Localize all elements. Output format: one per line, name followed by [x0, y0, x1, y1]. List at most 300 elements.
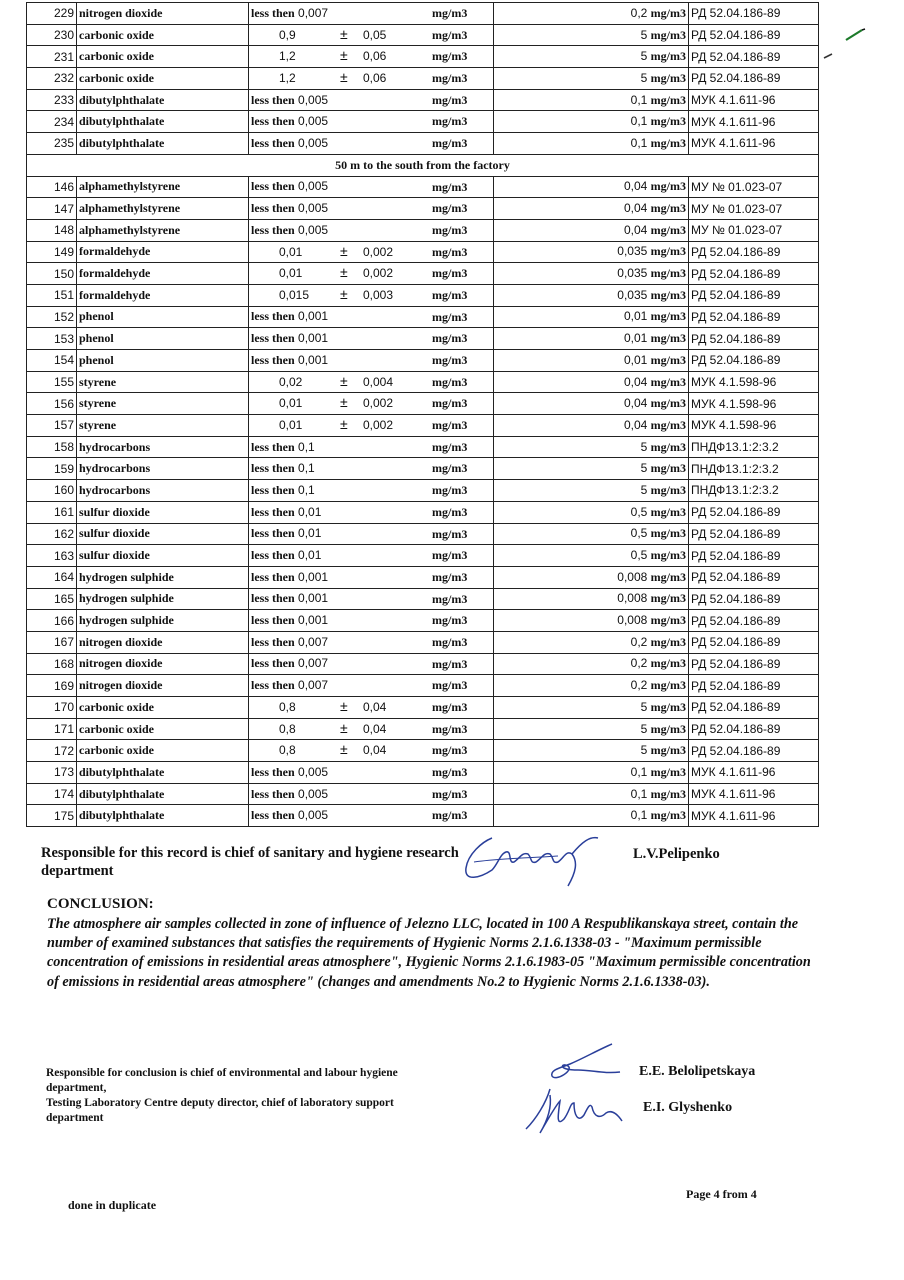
table-row — [27, 3, 819, 25]
measurement-error: 0,04 — [363, 743, 387, 758]
table-row — [27, 697, 819, 719]
measured-value-cell — [249, 697, 494, 719]
max-permissible-value: 0,1 — [630, 808, 648, 823]
max-permissible-unit: mg/m3 — [650, 656, 686, 671]
max-permissible-cell — [494, 718, 689, 740]
measured-unit: mg/m3 — [432, 222, 468, 237]
max-permissible-value: 0,1 — [630, 786, 648, 801]
measured-value-cell — [249, 328, 494, 350]
row-number: 152 — [27, 306, 77, 328]
measured-unit: mg/m3 — [432, 526, 468, 541]
max-permissible-unit: mg/m3 — [650, 114, 686, 129]
measurement-error: 0,002 — [363, 244, 394, 259]
row-number: 149 — [27, 241, 77, 263]
table-row — [27, 458, 819, 480]
measurement-error: 0,05 — [363, 27, 387, 42]
measured-unit: mg/m3 — [432, 439, 468, 454]
less-then-label: less then — [251, 201, 295, 216]
measured-value-cell — [249, 501, 494, 523]
method-document: МУК 4.1.598-96 — [689, 415, 819, 437]
substance-name: formaldehyde — [77, 241, 249, 263]
max-permissible-cell — [494, 783, 689, 805]
method-document: РД 52.04.186-89 — [689, 675, 819, 697]
table-row — [27, 284, 819, 306]
section-title: 50 m to the south from the factory — [27, 154, 819, 176]
less-then-label: less then — [251, 504, 295, 519]
table-row — [27, 176, 819, 198]
max-permissible-value: 5 — [640, 27, 648, 42]
measured-unit: mg/m3 — [432, 27, 468, 42]
row-number: 175 — [27, 805, 77, 827]
deputy-director-text: Testing Laboratory Centre deputy director, chief of laboratory support department — [46, 1097, 394, 1124]
measured-unit: mg/m3 — [432, 114, 468, 129]
row-number: 165 — [27, 588, 77, 610]
measured-unit: mg/m3 — [432, 92, 468, 107]
plus-minus-icon: ± — [340, 416, 348, 433]
measurement-error: 0,004 — [363, 374, 394, 389]
measured-value-cell — [249, 306, 494, 328]
substance-name: nitrogen dioxide — [77, 653, 249, 675]
measured-value-cell — [249, 653, 494, 675]
measured-unit: mg/m3 — [432, 136, 468, 151]
row-number: 174 — [27, 783, 77, 805]
measured-value-cell — [249, 805, 494, 827]
substance-name: styrene — [77, 393, 249, 415]
signature-belolipetskaya — [548, 1040, 628, 1084]
table-row — [27, 89, 819, 111]
row-number: 150 — [27, 263, 77, 285]
table-row — [27, 436, 819, 458]
measured-unit: mg/m3 — [432, 201, 468, 216]
max-permissible-value: 5 — [640, 482, 648, 497]
max-permissible-value: 5 — [640, 699, 648, 714]
max-permissible-cell — [494, 219, 689, 241]
max-permissible-cell — [494, 415, 689, 437]
less-then-label: less then — [251, 92, 295, 107]
max-permissible-unit: mg/m3 — [650, 591, 686, 606]
max-permissible-unit: mg/m3 — [650, 721, 686, 736]
substance-name: carbonic oxide — [77, 697, 249, 719]
substance-name: hydrogen sulphide — [77, 588, 249, 610]
table-row — [27, 46, 819, 68]
measured-unit: mg/m3 — [432, 483, 468, 498]
measured-value-cell — [249, 415, 494, 437]
less-then-label: less then — [251, 656, 295, 671]
results-table — [26, 2, 819, 827]
plus-minus-icon: ± — [340, 25, 348, 42]
section-row — [27, 154, 819, 176]
measured-value: 1,2 — [279, 71, 296, 86]
method-document: РД 52.04.186-89 — [689, 566, 819, 588]
table-row — [27, 415, 819, 437]
substance-name: alphamethylstyrene — [77, 176, 249, 198]
measured-unit: mg/m3 — [432, 309, 468, 324]
method-document: РД 52.04.186-89 — [689, 501, 819, 523]
measurement-error: 0,003 — [363, 287, 394, 302]
measured-value-cell — [249, 198, 494, 220]
row-number: 230 — [27, 24, 77, 46]
measured-unit: mg/m3 — [432, 418, 468, 433]
substance-name: carbonic oxide — [77, 740, 249, 762]
max-permissible-unit: mg/m3 — [650, 439, 686, 454]
substance-name: hydrocarbons — [77, 480, 249, 502]
measured-value-cell — [249, 675, 494, 697]
measured-value: 0,005 — [298, 808, 329, 823]
table-row — [27, 718, 819, 740]
signature-pelipenko — [462, 832, 612, 894]
row-number: 232 — [27, 68, 77, 90]
row-number: 166 — [27, 610, 77, 632]
max-permissible-cell — [494, 631, 689, 653]
measured-value: 0,01 — [298, 504, 322, 519]
max-permissible-value: 0,008 — [617, 569, 648, 584]
measured-unit: mg/m3 — [432, 179, 468, 194]
max-permissible-cell — [494, 610, 689, 632]
row-number: 159 — [27, 458, 77, 480]
measured-unit: mg/m3 — [432, 353, 468, 367]
max-permissible-unit: mg/m3 — [650, 548, 686, 563]
measured-value: 0,005 — [298, 764, 329, 779]
measured-value: 0,9 — [279, 27, 296, 42]
conclusion-text: The atmosphere air samples collected in zone of influence of Jelezno LLC, located in 100 A Respublikanskaya street, contain the number of examined substances that satisfies the requirements of Hygienic Norms 2.1.6.1338-03 - "Maximum permissible concentration of emissions in residential areas atmosphere", Hygienic Norms 2.1.6.1983-05 "Maximum permissible concentration of emissions in residential areas atmosphere" (changes and amendments No.2 to Hygienic Norms 2.1.6.1338-03). — [47, 916, 811, 990]
max-permissible-value: 0,2 — [630, 5, 648, 20]
max-permissible-value: 5 — [640, 49, 648, 64]
method-document: РД 52.04.186-89 — [689, 545, 819, 567]
record-responsible-text: Responsible for this record is chief of sanitary and hygiene research department — [41, 845, 459, 879]
measured-unit: mg/m3 — [432, 49, 468, 64]
measured-value: 0,015 — [279, 287, 310, 302]
max-permissible-cell — [494, 89, 689, 111]
row-number: 161 — [27, 501, 77, 523]
measured-value-cell — [249, 545, 494, 567]
max-permissible-value: 0,01 — [623, 309, 648, 324]
method-document: РД 52.04.186-89 — [689, 523, 819, 545]
measured-unit: mg/m3 — [432, 786, 468, 801]
plus-minus-icon: ± — [340, 47, 348, 64]
max-permissible-cell — [494, 458, 689, 480]
substance-name: nitrogen dioxide — [77, 631, 249, 653]
measured-value: 0,1 — [298, 482, 315, 497]
measured-unit: mg/m3 — [432, 634, 468, 649]
method-document: МУК 4.1.598-96 — [689, 371, 819, 393]
less-then-label: less then — [251, 613, 295, 628]
less-then-label: less then — [251, 548, 295, 563]
substance-name: hydrocarbons — [77, 436, 249, 458]
less-then-label: less then — [251, 222, 295, 237]
method-document: РД 52.04.186-89 — [689, 306, 819, 328]
measured-value-cell — [249, 24, 494, 46]
row-number: 164 — [27, 566, 77, 588]
substance-name: carbonic oxide — [77, 46, 249, 68]
conclusion-title: CONCLUSION: — [47, 896, 154, 912]
method-document: ПНДФ13.1:2:3.2 — [689, 480, 819, 502]
row-number: 147 — [27, 198, 77, 220]
measured-value: 0,001 — [298, 309, 329, 324]
row-number: 154 — [27, 350, 77, 372]
row-number: 163 — [27, 545, 77, 567]
max-permissible-cell — [494, 675, 689, 697]
less-then-label: less then — [251, 808, 295, 823]
method-document: МУК 4.1.611-96 — [689, 89, 819, 111]
max-permissible-cell — [494, 3, 689, 25]
max-permissible-unit: mg/m3 — [650, 27, 686, 42]
measured-value: 0,01 — [298, 526, 322, 541]
method-document: МУ № 01.023-07 — [689, 198, 819, 220]
less-then-label: less then — [251, 634, 295, 649]
max-permissible-unit: mg/m3 — [650, 179, 686, 194]
row-number: 170 — [27, 697, 77, 719]
substance-name: styrene — [77, 371, 249, 393]
max-permissible-value: 0,1 — [630, 92, 648, 107]
max-permissible-cell — [494, 46, 689, 68]
method-document: РД 52.04.186-89 — [689, 718, 819, 740]
max-permissible-unit: mg/m3 — [650, 569, 686, 584]
measured-unit: mg/m3 — [432, 743, 468, 758]
measured-value-cell — [249, 740, 494, 762]
substance-name: hydrogen sulphide — [77, 610, 249, 632]
row-number: 156 — [27, 393, 77, 415]
substance-name: dibutylphthalate — [77, 805, 249, 827]
table-row — [27, 610, 819, 632]
measured-value-cell — [249, 241, 494, 263]
plus-minus-icon: ± — [340, 719, 348, 736]
row-number: 171 — [27, 718, 77, 740]
plus-minus-icon: ± — [340, 285, 348, 302]
max-permissible-value: 0,2 — [630, 678, 648, 693]
max-permissible-unit: mg/m3 — [650, 786, 686, 801]
measured-value: 0,005 — [298, 222, 329, 237]
method-document: МУ № 01.023-07 — [689, 219, 819, 241]
row-number: 153 — [27, 328, 77, 350]
measured-value-cell — [249, 783, 494, 805]
max-permissible-unit: mg/m3 — [650, 678, 686, 693]
max-permissible-value: 0,035 — [617, 287, 648, 302]
substance-name: styrene — [77, 415, 249, 437]
measured-value: 0,005 — [298, 114, 329, 129]
max-permissible-unit: mg/m3 — [650, 613, 686, 628]
max-permissible-value: 0,01 — [623, 331, 648, 346]
row-number: 155 — [27, 371, 77, 393]
max-permissible-unit: mg/m3 — [650, 5, 686, 20]
max-permissible-unit: mg/m3 — [650, 309, 686, 324]
measured-value: 0,001 — [298, 331, 329, 346]
max-permissible-value: 0,035 — [617, 266, 648, 281]
measured-value-cell — [249, 219, 494, 241]
substance-name: sulfur dioxide — [77, 501, 249, 523]
measured-value: 0,005 — [298, 179, 329, 194]
table-row — [27, 588, 819, 610]
substance-name: dibutylphthalate — [77, 89, 249, 111]
pen-mark-icon — [818, 26, 868, 66]
substance-name: formaldehyde — [77, 263, 249, 285]
plus-minus-icon: ± — [340, 698, 348, 714]
max-permissible-cell — [494, 371, 689, 393]
max-permissible-cell — [494, 241, 689, 263]
max-permissible-cell — [494, 393, 689, 415]
table-row — [27, 219, 819, 241]
max-permissible-cell — [494, 501, 689, 523]
table-row — [27, 523, 819, 545]
max-permissible-cell — [494, 588, 689, 610]
max-permissible-cell — [494, 436, 689, 458]
max-permissible-value: 0,2 — [630, 634, 648, 649]
substance-name: phenol — [77, 350, 249, 372]
max-permissible-unit: mg/m3 — [650, 352, 686, 367]
max-permissible-cell — [494, 111, 689, 133]
max-permissible-value: 0,04 — [623, 222, 648, 237]
plus-minus-icon: ± — [340, 741, 348, 758]
row-number: 234 — [27, 111, 77, 133]
max-permissible-unit: mg/m3 — [650, 92, 686, 107]
max-permissible-unit: mg/m3 — [650, 764, 686, 779]
max-permissible-cell — [494, 480, 689, 502]
substance-name: sulfur dioxide — [77, 545, 249, 567]
table-row — [27, 68, 819, 90]
max-permissible-unit: mg/m3 — [650, 461, 686, 476]
max-permissible-cell — [494, 306, 689, 328]
conclusion-responsible-text: Responsible for conclusion is chief of environmental and labour hygiene department, — [46, 1067, 398, 1094]
max-permissible-cell — [494, 653, 689, 675]
measured-unit: mg/m3 — [432, 548, 468, 563]
record-responsible-name: L.V.Pelipenko — [633, 846, 720, 862]
deputy-director-name: E.I. Glyshenko — [643, 1100, 733, 1115]
measurement-error: 0,002 — [363, 418, 394, 433]
table-row — [27, 350, 819, 372]
substance-name: carbonic oxide — [77, 718, 249, 740]
measured-value-cell — [249, 133, 494, 155]
substance-name: alphamethylstyrene — [77, 198, 249, 220]
less-then-label: less then — [251, 786, 295, 801]
max-permissible-cell — [494, 176, 689, 198]
row-number: 167 — [27, 631, 77, 653]
max-permissible-value: 5 — [640, 743, 648, 758]
measured-value: 0,005 — [298, 135, 329, 150]
method-document: РД 52.04.186-89 — [689, 24, 819, 46]
table-row — [27, 805, 819, 827]
measured-value: 0,02 — [279, 374, 303, 389]
method-document: МУК 4.1.611-96 — [689, 111, 819, 133]
substance-name: dibutylphthalate — [77, 133, 249, 155]
row-number: 168 — [27, 653, 77, 675]
less-then-label: less then — [251, 461, 295, 476]
method-document: МУК 4.1.611-96 — [689, 783, 819, 805]
conclusion-responsible-block — [46, 1066, 446, 1126]
table-row — [27, 328, 819, 350]
measured-unit: mg/m3 — [432, 266, 468, 281]
row-number: 157 — [27, 415, 77, 437]
measured-value: 0,001 — [298, 352, 329, 367]
table-row — [27, 371, 819, 393]
max-permissible-value: 0,008 — [617, 591, 648, 606]
method-document: МУК 4.1.611-96 — [689, 133, 819, 155]
results-table-body — [27, 3, 819, 827]
max-permissible-value: 5 — [640, 70, 648, 85]
less-then-label: less then — [251, 482, 295, 497]
max-permissible-unit: mg/m3 — [650, 287, 686, 302]
plus-minus-icon: ± — [340, 394, 348, 411]
max-permissible-unit: mg/m3 — [650, 49, 686, 64]
less-then-label: less then — [251, 439, 295, 454]
measured-value: 0,005 — [298, 201, 329, 216]
max-permissible-cell — [494, 545, 689, 567]
max-permissible-unit: mg/m3 — [650, 482, 686, 497]
row-number: 231 — [27, 46, 77, 68]
method-document: РД 52.04.186-89 — [689, 241, 819, 263]
max-permissible-value: 0,1 — [630, 135, 648, 150]
max-permissible-value: 0,008 — [617, 613, 648, 628]
row-number: 235 — [27, 133, 77, 155]
max-permissible-value: 0,1 — [630, 114, 648, 129]
measured-value: 0,007 — [298, 656, 329, 671]
measured-value: 0,8 — [279, 700, 296, 714]
less-then-label: less then — [251, 309, 295, 324]
measured-unit: mg/m3 — [432, 678, 468, 693]
max-permissible-unit: mg/m3 — [650, 634, 686, 649]
signature-glyshenko — [522, 1085, 632, 1137]
less-then-label: less then — [251, 352, 295, 367]
table-row — [27, 545, 819, 567]
measurement-error: 0,04 — [363, 700, 387, 714]
max-permissible-value: 5 — [640, 721, 648, 736]
table-row — [27, 111, 819, 133]
measurement-error: 0,06 — [363, 71, 387, 86]
substance-name: carbonic oxide — [77, 24, 249, 46]
max-permissible-unit: mg/m3 — [650, 808, 686, 823]
max-permissible-value: 0,5 — [630, 504, 648, 519]
row-number: 169 — [27, 675, 77, 697]
less-then-label: less then — [251, 678, 295, 693]
measured-value-cell — [249, 371, 494, 393]
max-permissible-cell — [494, 133, 689, 155]
duplicate-note: done in duplicate — [68, 1198, 157, 1212]
measured-value: 0,001 — [298, 613, 329, 628]
max-permissible-unit: mg/m3 — [650, 374, 686, 389]
method-document: РД 52.04.186-89 — [689, 610, 819, 632]
measured-unit: mg/m3 — [432, 244, 468, 259]
max-permissible-cell — [494, 263, 689, 285]
measured-value-cell — [249, 762, 494, 784]
measured-unit: mg/m3 — [432, 504, 468, 519]
substance-name: phenol — [77, 328, 249, 350]
less-then-label: less then — [251, 135, 295, 150]
substance-name: dibutylphthalate — [77, 111, 249, 133]
table-row — [27, 480, 819, 502]
measured-unit: mg/m3 — [432, 721, 468, 736]
less-then-label: less then — [251, 5, 295, 20]
substance-name: dibutylphthalate — [77, 762, 249, 784]
measured-value-cell — [249, 480, 494, 502]
table-row — [27, 241, 819, 263]
max-permissible-unit: mg/m3 — [650, 222, 686, 237]
method-document: МУК 4.1.611-96 — [689, 762, 819, 784]
max-permissible-value: 0,1 — [630, 764, 648, 779]
method-document: МУК 4.1.611-96 — [689, 805, 819, 827]
plus-minus-icon: ± — [340, 69, 348, 86]
max-permissible-cell — [494, 566, 689, 588]
table-row — [27, 263, 819, 285]
method-document: ПНДФ13.1:2:3.2 — [689, 436, 819, 458]
measured-value: 0,01 — [279, 266, 303, 281]
row-number: 151 — [27, 284, 77, 306]
measured-value: 0,1 — [298, 439, 315, 454]
measurement-error: 0,002 — [363, 396, 394, 411]
max-permissible-cell — [494, 350, 689, 372]
measured-value-cell — [249, 588, 494, 610]
table-row — [27, 24, 819, 46]
row-number: 148 — [27, 219, 77, 241]
measured-unit: mg/m3 — [432, 656, 468, 671]
measured-unit: mg/m3 — [432, 461, 468, 476]
